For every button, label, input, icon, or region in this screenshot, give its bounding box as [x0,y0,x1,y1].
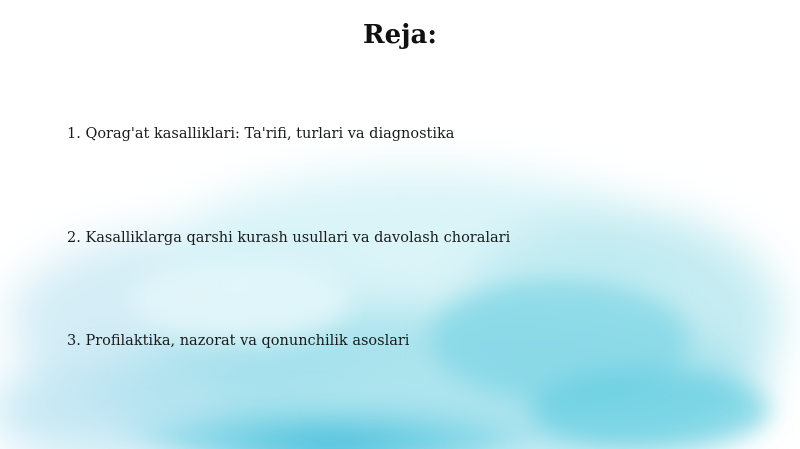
plan-item-1: 1. Qorag'at kasalliklari: Ta'rifi, turlari va diagnostika [67,126,455,142]
plan-item-2: 2. Kasalliklarga qarshi kurash usullari va davolash choralari [67,230,511,246]
plan-item-3: 3. Profilaktika, nazorat va qonunchilik asoslari [67,333,410,349]
slide-title: Reja: [362,20,437,50]
